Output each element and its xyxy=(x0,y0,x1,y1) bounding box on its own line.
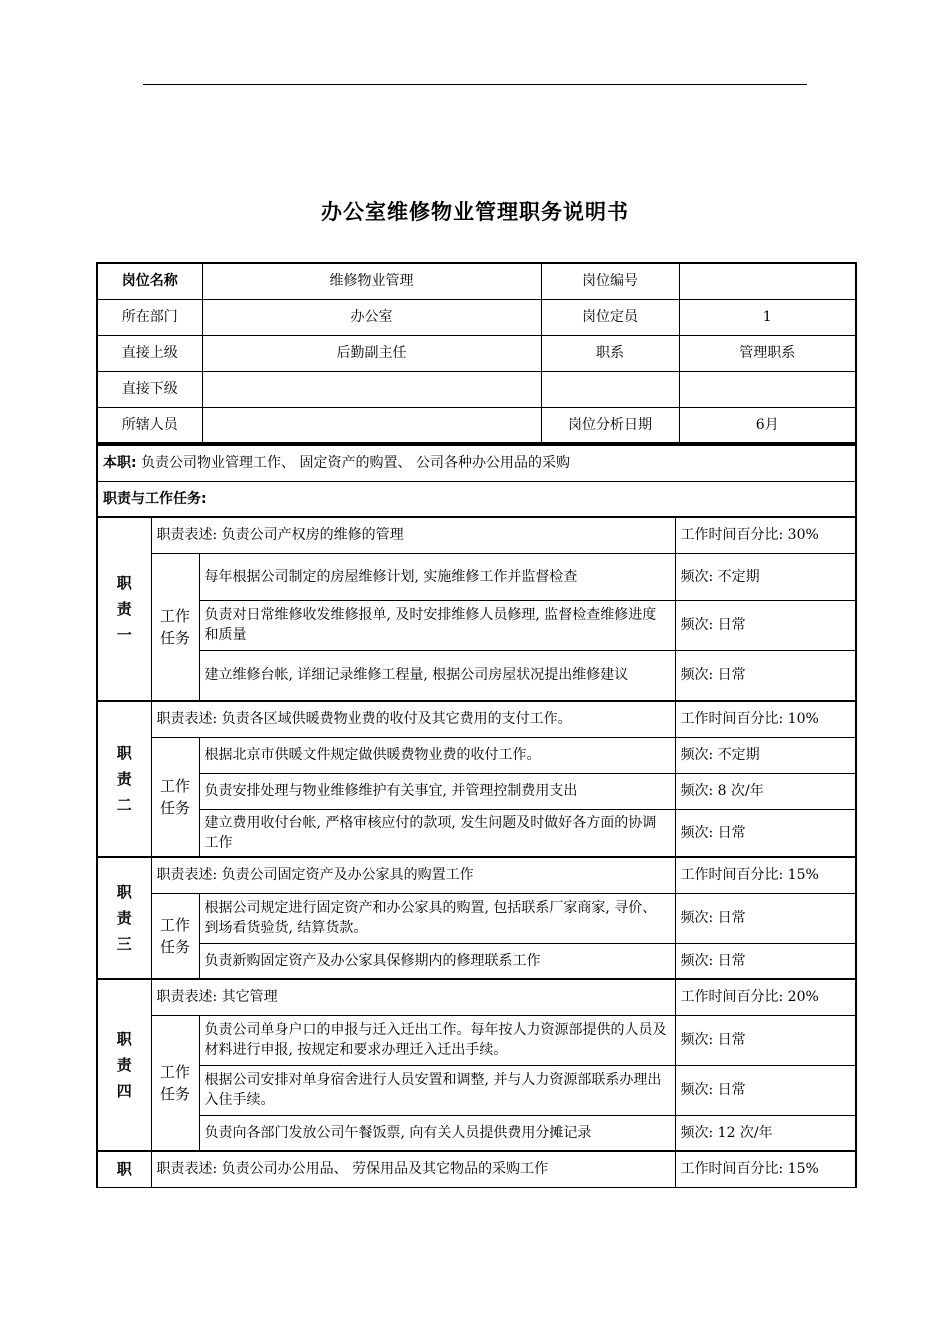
task-row xyxy=(97,737,856,773)
task-row xyxy=(97,600,856,650)
duty-label: 职 责 三 xyxy=(97,857,151,979)
value-staff-under xyxy=(202,407,541,443)
duty-time-percent: 工作时间百分比: 30% xyxy=(675,517,856,553)
task-text: 根据公司规定进行固定资产和办公家具的购置, 包括联系厂家商家, 寻价、 到场看货验货, 结算货款。 xyxy=(199,893,675,943)
label-analysis-date: 岗位分析日期 xyxy=(541,407,679,443)
core-duty-label: 本职: xyxy=(103,455,137,472)
duty-label: 职 责 二 xyxy=(97,701,151,857)
duty-description: 职责表述: 其它管理 xyxy=(151,979,675,1015)
task-frequency: 频次: 日常 xyxy=(675,600,856,650)
task-frequency: 频次: 不定期 xyxy=(675,737,856,773)
value-direct-subordinate xyxy=(202,371,541,407)
core-duty-cell xyxy=(97,445,856,481)
task-row xyxy=(97,773,856,809)
task-label: 工作 任务 xyxy=(151,737,199,857)
task-text: 负责对日常维修收发维修报单, 及时安排维修人员修理, 监督检查维修进度和质量 xyxy=(199,600,675,650)
duties-heading: 职责与工作任务: xyxy=(97,481,856,517)
duty-description: 职责表述: 负责各区域供暖费物业费的收付及其它费用的支付工作。 xyxy=(151,701,675,737)
task-frequency: 频次: 日常 xyxy=(675,1065,856,1115)
value-position-code xyxy=(679,263,856,299)
task-label: 工作 任务 xyxy=(151,553,199,701)
duty-description: 职责表述: 负责公司产权房的维修的管理 xyxy=(151,517,675,553)
task-label: 工作 任务 xyxy=(151,893,199,979)
label-position-name: 岗位名称 xyxy=(97,263,202,299)
task-text: 建立维修台帐, 详细记录维修工程量, 根据公司房屋状况提出维修建议 xyxy=(199,650,675,701)
page-title: 办公室维修物业管理职务说明书 xyxy=(321,200,629,224)
value-job-family: 管理职系 xyxy=(679,335,856,371)
info-row xyxy=(97,371,856,407)
task-row xyxy=(97,809,856,857)
duty-desc-row xyxy=(97,1151,856,1187)
task-row xyxy=(97,553,856,600)
task-text: 负责新购固定资产及办公家具保修期内的修理联系工作 xyxy=(199,943,675,979)
duty-desc-row xyxy=(97,701,856,737)
duty-desc-row xyxy=(97,517,856,553)
task-frequency: 频次: 不定期 xyxy=(675,553,856,600)
task-text: 负责安排处理与物业维修维护有关事宜, 并管理控制费用支出 xyxy=(199,773,675,809)
task-frequency: 频次: 12 次/年 xyxy=(675,1115,856,1151)
value-department: 办公室 xyxy=(202,299,541,335)
value-headcount: 1 xyxy=(679,299,856,335)
label-department: 所在部门 xyxy=(97,299,202,335)
task-label: 工作 任务 xyxy=(151,1015,199,1151)
info-row xyxy=(97,407,856,443)
value-direct-superior: 后勤副主任 xyxy=(202,335,541,371)
task-frequency: 频次: 日常 xyxy=(675,809,856,857)
duty-time-percent: 工作时间百分比: 15% xyxy=(675,857,856,893)
task-row xyxy=(97,893,856,943)
duty-desc-row xyxy=(97,979,856,1015)
value-empty xyxy=(679,371,856,407)
header-rule xyxy=(143,84,807,85)
position-info-table xyxy=(96,262,857,444)
task-text: 负责公司单身户口的申报与迁入迁出工作。每年按人力资源部提供的人员及材料进行申报, 按规定和要求办理迁入迁出手续。 xyxy=(199,1015,675,1065)
task-frequency: 频次: 日常 xyxy=(675,893,856,943)
task-text: 根据公司安排对单身宿舍进行人员安置和调整, 并与人力资源部联系办理出入住手续。 xyxy=(199,1065,675,1115)
duty-label: 职 责 四 xyxy=(97,979,151,1151)
task-frequency: 频次: 日常 xyxy=(675,1015,856,1065)
duties-heading-row xyxy=(97,481,856,517)
label-direct-subordinate: 直接下级 xyxy=(97,371,202,407)
task-text: 根据北京市供暖文件规定做供暖费物业费的收付工作。 xyxy=(199,737,675,773)
duty-desc-row xyxy=(97,857,856,893)
label-position-code: 岗位编号 xyxy=(541,263,679,299)
task-row xyxy=(97,1065,856,1115)
value-position-name: 维修物业管理 xyxy=(202,263,541,299)
label-job-family: 职系 xyxy=(541,335,679,371)
info-row xyxy=(97,335,856,371)
task-frequency: 频次: 日常 xyxy=(675,943,856,979)
label-empty xyxy=(541,371,679,407)
task-row xyxy=(97,1015,856,1065)
task-text: 负责向各部门发放公司午餐饭票, 向有关人员提供费用分摊记录 xyxy=(199,1115,675,1151)
duty-time-percent: 工作时间百分比: 10% xyxy=(675,701,856,737)
duty-time-percent: 工作时间百分比: 20% xyxy=(675,979,856,1015)
duty-time-percent: 工作时间百分比: 15% xyxy=(675,1151,856,1187)
task-frequency: 频次: 8 次/年 xyxy=(675,773,856,809)
duty-description: 职责表述: 负责公司办公用品、 劳保用品及其它物品的采购工作 xyxy=(151,1151,675,1187)
label-direct-superior: 直接上级 xyxy=(97,335,202,371)
task-text: 建立费用收付台帐, 严格审核应付的款项, 发生问题及时做好各方面的协调工作 xyxy=(199,809,675,857)
task-row xyxy=(97,943,856,979)
value-analysis-date: 6月 xyxy=(679,407,856,443)
task-text: 每年根据公司制定的房屋维修计划, 实施维修工作并监督检查 xyxy=(199,553,675,600)
info-row xyxy=(97,263,856,299)
duty-label: 职 责 一 xyxy=(97,517,151,701)
duties-table xyxy=(96,444,857,1188)
core-duty-text: 负责公司物业管理工作、 固定资产的购置、 公司各种办公用品的采购 xyxy=(141,455,570,472)
info-row xyxy=(97,299,856,335)
label-staff-under: 所辖人员 xyxy=(97,407,202,443)
task-row xyxy=(97,1115,856,1151)
label-headcount: 岗位定员 xyxy=(541,299,679,335)
core-duty-row xyxy=(97,445,856,481)
duty-label: 职 xyxy=(97,1151,151,1187)
duty-description: 职责表述: 负责公司固定资产及办公家具的购置工作 xyxy=(151,857,675,893)
task-frequency: 频次: 日常 xyxy=(675,650,856,701)
task-row xyxy=(97,650,856,701)
